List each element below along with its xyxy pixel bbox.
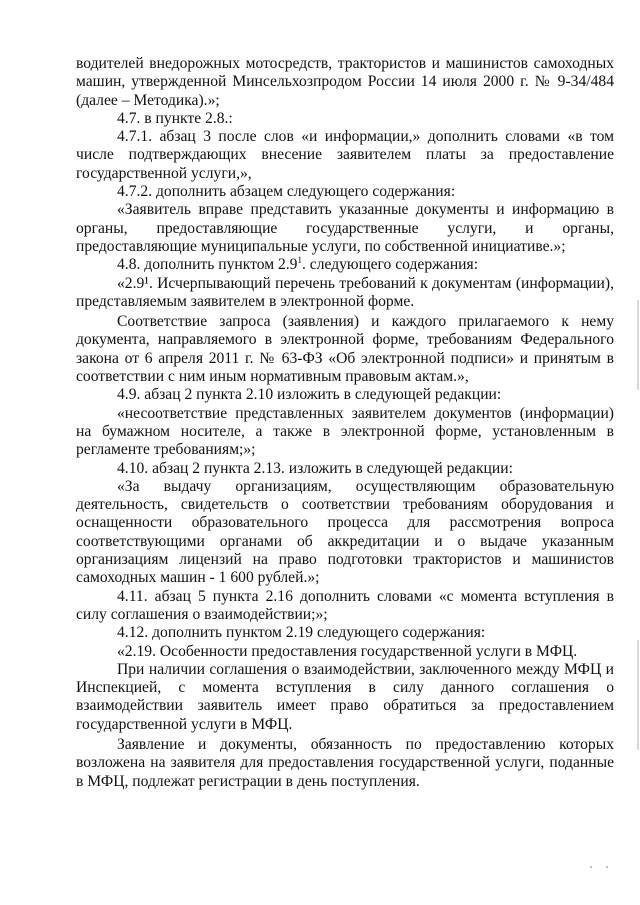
scan-edge-mark bbox=[637, 300, 639, 390]
paragraph-mfc-agreement: При наличии соглашения о взаимодействии, заключенного между МФЦ и Инспекцией, с момента вступления в силу данного соглашения о взаимодействии заявитель имеет право обратиться за предоставлением государственной услуги в МФЦ. bbox=[76, 660, 614, 733]
scan-speck bbox=[606, 866, 608, 868]
paragraph-4-7-1: 4.7.1. абзац 3 после слов «и информации,» дополнить словами «в том числе подтверждающих внесение заявителем платы за предоставление государственной услуги,», bbox=[76, 128, 614, 182]
scan-edge-mark bbox=[637, 640, 639, 750]
paragraph-methodology-ref: водителей внедорожных мотосредств, трактористов и машинистов самоходных машин, утвержденной Минсельхозпродом России 14 июля 2000 г. № 9-34/484 (далее – Методика).»; bbox=[76, 55, 614, 109]
paragraph-2-19: «2.19. Особенности предоставления государственной услуги в МФЦ. bbox=[117, 642, 578, 660]
paragraph-4-7: 4.7. в пункте 2.8.: bbox=[117, 109, 233, 127]
paragraph-electronic-signature: Соответствие запроса (заявления) и каждого прилагаемого к нему документа, направляемого в электронной форме, требованиям Федерального закона от 6 апреля 2011 г. № 63-ФЗ «Об электронной подписи» и принятым в соответствии с ним иным нормативным правовым актам.», bbox=[76, 313, 614, 386]
point-4-8-superscript: 1 bbox=[297, 255, 302, 266]
paragraph-4-10: 4.10. абзац 2 пункта 2.13. изложить в следующей редакции: bbox=[117, 459, 513, 477]
paragraph-nonconformity: «несоответствие представленных заявителем документов (информации) на бумажном носителе, а также в электронной форме, установленным в регламенте требованиям;»; bbox=[76, 404, 614, 459]
document-body bbox=[76, 55, 614, 791]
paragraph-4-8 bbox=[76, 256, 614, 274]
point-4-8-text: 4.8. дополнить пунктом 2.9 bbox=[117, 256, 298, 274]
scan-speck bbox=[590, 866, 592, 868]
paragraph-4-9: 4.9. абзац 2 пункта 2.10 изложить в следующей редакции: bbox=[117, 386, 502, 404]
paragraph-4-7-2: 4.7.2. дополнить абзацем следующего содержания: bbox=[117, 183, 456, 201]
paragraph-4-12: 4.12. дополнить пунктом 2.19 следующего содержания: bbox=[117, 624, 486, 642]
paragraph-fee: «За выдачу организациям, осуществляющим образовательную деятельность, свидетельств о соответствии требованиям оборудования и оснащенности образовательного процесса для рассмотрения вопроса соответствующими органами об аккредитации и о выдаче указанным организациям лицензий на право подготовки трактористов и машинистов самоходных машин - 1 600 рублей.»; bbox=[76, 477, 614, 587]
paragraph-applicant-right: «Заявитель вправе представить указанные документы и информацию в органы, предоставляющие государственные услуги, и органы, предоставляющие муниципальные услуги, по собственной инициативе.»; bbox=[76, 201, 614, 255]
paragraph-registration: Заявление и документы, обязанность по предоставлению которых возложена на заявителя для предоставления государственной услуги, поданные в МФЦ, подлежат регистрации в день поступления. bbox=[76, 735, 614, 790]
paragraph-4-11: 4.11. абзац 5 пункта 2.16 дополнить словами «с момента вступления в силу соглашения о взаимодействии;»; bbox=[76, 587, 614, 623]
paragraph-2-9-1: «2.9¹. Исчерпывающий перечень требований к документам (информации), представляемым заявителем в электронной форме. bbox=[76, 274, 614, 310]
point-4-8-tail: . следующего содержания: bbox=[301, 256, 479, 274]
